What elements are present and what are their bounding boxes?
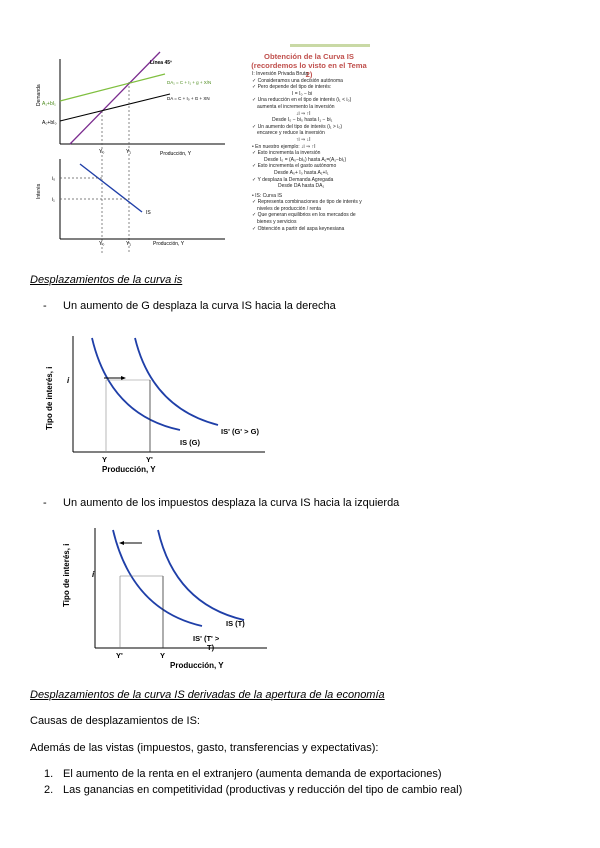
is-label: IS [146,210,151,216]
slide-line: Desde DA hasta DA₁ [278,183,325,190]
y1-bottom: Y₁ [126,241,132,247]
y-prime-label: Y' [116,651,123,660]
is-g-prime-label: IS' (G' > G) [221,427,259,436]
slide-line: ✓ Una reducción en el tipo de interés (i₁ < i₀) [252,97,352,104]
list-item-text: Las ganancias en competitividad (productivas y reducción del tipo de cambio real) [63,784,463,796]
is-line [80,164,142,212]
slide-line: encarece y reduce la inversión [257,130,325,137]
ylabel-demanda: Demanda [36,84,42,106]
i-label: i [92,570,95,579]
y-label: Y [102,455,108,464]
slide-line: ✓ Y desplaza la Demanda Agregada [252,176,334,183]
list-number: 2. [44,784,54,796]
slide-line: ✓ Un aumento del tipo de interés (i₁ > i₀) [252,123,343,130]
slide-line: ↓i ⇒ ↑I [296,110,311,117]
slide-line: ✓ Consideramos una decisión autónoma [252,77,343,84]
section1-bullet-dash: - [43,300,47,312]
list-number: 1. [44,768,54,780]
slide-line: Desde I₀ − bi₀ hasta I₁ − bi₁ [272,117,333,124]
y-prime-label: Y' [146,455,153,464]
xlabel: Producción, Y [102,465,156,474]
keynesian-cross-graph [30,44,245,256]
slide-line: ✓ Representa combinaciones de tipo de interés y [252,199,362,206]
section2-bullet: Un aumento de los impuestos desplaza la curva IS hacia la izquierda [63,497,400,509]
xlabel-top: Producción, Y [160,151,192,157]
ylabel: Tipo de interés, i [45,366,54,430]
xlabel: Producción, Y [170,661,224,670]
slide-panel [248,44,370,256]
y0-top: Y₀ [99,149,105,155]
slide-line: Desde I₀ = (A₀−bi₀) hasta A₁=(A₁−bi₁) [264,156,347,163]
da1-line [60,74,165,101]
slide-line: ↑i ⇒ ↓I [296,136,311,143]
slide-line: ✓ Pero depende del tipo de interés: [252,84,332,91]
section1-bullet: Un aumento de G desplaza la curva IS hacia la derecha [63,300,336,312]
da1-label: DA₁ = C + I₁ + g + X/N [167,80,212,85]
a0-label: A₀+bI₀ [42,120,57,126]
top-figure [30,44,370,256]
line45-label: Línea 45º [150,60,172,66]
slide-line: I = I₀ − bi [292,90,313,97]
i1-label: i₁ [52,197,55,203]
is-t-label: IS (T) [226,619,245,628]
i0-label: i₀ [52,176,56,182]
slide-body [252,71,370,232]
y1-top: Y₁ [126,149,132,155]
is-g-label: IS (G) [180,438,200,447]
section3-intro: Causas de desplazamientos de IS: [30,715,200,727]
da0-label: DA = C + I₀ + G + XN [167,96,210,101]
slide-line: niveles de producción / renta [257,205,321,212]
slide-line: ✓ Esto incrementa el gasto autónomo [252,163,337,170]
section3-title: Desplazamientos de la curva IS derivadas de la apertura de la economía [30,689,385,701]
ylabel: Tipo de interés, i [62,543,71,607]
is-shift-left-graph [30,522,275,672]
is-t-prime-label: IS' (T' > [193,634,220,643]
list-item [44,784,53,796]
slide-title: Obtención de la Curva IS (recordemos lo visto en el Tema 2) [251,52,367,79]
slide-line: bienes y servicios [257,219,297,226]
ylabel-interes: Interés [36,183,42,199]
line-45 [70,52,160,144]
list-item [44,768,53,780]
slide-line: ✓ Esto incrementa la inversión [252,150,321,157]
slide-line: Desde A₀+ I₀ hasta A₁+I₁ [274,169,329,176]
is-shift-right-graph [40,330,280,475]
slide-line: • IS: Curva IS [252,192,283,199]
xlabel-bottom: Producción, Y [153,241,185,247]
slide-line: ✓ Obtención a partir del aspa keynesiana [252,225,345,232]
i-label: i [67,376,70,385]
is-t-prime-label-2: T) [207,643,215,652]
y0-bottom: Y₀ [99,241,105,247]
section3-paragraph: Además de las vistas (impuestos, gasto, transferencias y expectativas): [30,742,379,754]
slide-line: • En nuestro ejemplo: ↓i ⇒ ↑I [252,143,316,150]
list-item-text: El aumento de la renta en el extranjero (aumenta demanda de exportaciones) [63,768,442,780]
a1-label: A₁+bI₁ [42,101,56,107]
slide-top-bar [290,44,370,47]
y-label: Y [160,651,166,660]
section2-bullet-dash: - [43,497,47,509]
section1-title: Desplazamientos de la curva is [30,274,183,286]
slide-line: aumenta el incremento la inversión [257,103,335,110]
slide-line: ✓ Que generan equilibrios en los mercados de [252,212,356,219]
slide-line: I: Inversión Privada Bruta [252,71,309,77]
